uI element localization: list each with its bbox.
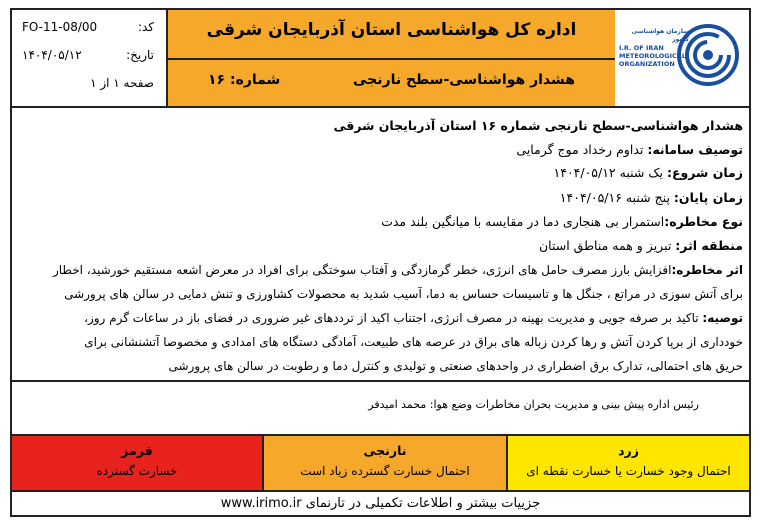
footer-link-text: جزییات بیشتر و اطلاعات تکمیلی در تارنمای www.irimo.ir (12, 490, 749, 517)
code-cell (12, 10, 166, 106)
start-label: زمان شروع: (666, 165, 743, 180)
warning-body (12, 108, 749, 380)
level-orange-desc: احتمال خسارت گسترده زیاد است (300, 464, 470, 478)
effect-line-2: برای آتش سوزی در مراتع ، جنگل ها و تاسیسات حساس به دما، آسیب شدید به محصولات کشاورزی و تنش دمایی در سالن های پرورشی (64, 287, 743, 301)
advice-line-3: حریق های احتمالی، تدارک برق اضطراری در واحدهای صنعتی و تولیدی و کنترل دما و رطوبت در سالن های پرورشی (168, 359, 743, 373)
date-label: تاریخ: (126, 48, 154, 62)
level-yellow-desc: احتمال وجود خسارت یا خسارت نقطه ای (526, 464, 731, 478)
date-value: ۱۴۰۴/۰۵/۱۲ (22, 48, 82, 62)
level-orange (262, 436, 508, 492)
warning-levels (12, 434, 749, 492)
area-value: تبریز و همه مناطق استان (538, 238, 676, 253)
start-line (20, 165, 743, 180)
advice-line-2: خودداری از برپا کردن آتش و رها کردن زباله های براق در عرصه های طبیعت، آمادگی دستگاه های امدادی و مخصوصا آتشنشانی برای (84, 335, 743, 349)
desc-value: تداوم رخداد موج گرمایی (516, 142, 648, 157)
level-red (12, 436, 262, 492)
signature-text: رئیس اداره پیش بینی و مدیریت بحران مخاطرات وضع هوا: محمد امیدفر (368, 398, 699, 411)
warning-document (10, 8, 751, 517)
code-value: FO-11-08/00 (22, 20, 98, 34)
signature-box (12, 380, 749, 436)
logo-en-line1: I.R. OF IRAN (619, 44, 664, 52)
advice-label: توصیه: (702, 311, 743, 325)
warning-type: هشدار هواشناسی-سطح نارنجی (353, 72, 575, 88)
org-title: اداره کل هواشناسی استان آذربایجان شرقی (206, 20, 577, 40)
effect-line-1 (20, 263, 743, 277)
logo-fa-text: سازمان هواشناسی کشور (631, 28, 689, 43)
level-red-desc: خسارت گسترده (96, 464, 178, 478)
hazard-label: نوع مخاطره: (664, 214, 743, 229)
end-value: پنج شنبه ۱۴۰۴/۰۵/۱۶ (559, 190, 674, 205)
level-yellow-name: زرد (618, 443, 639, 458)
logo-text (619, 28, 689, 68)
page-label: صفحه ۱ از ۱ (90, 76, 154, 90)
level-orange-name: نارنجی (363, 443, 407, 458)
area-label: منطقه اثر: (675, 238, 743, 253)
code-label: کد: (137, 20, 154, 34)
hazard-value: استمرار بی هنجاری دما در مقایسه با میانگین بلند مدت (381, 214, 665, 229)
level-yellow (508, 436, 749, 492)
desc-label: توصیف سامانه: (647, 142, 743, 157)
advice-line-1 (20, 311, 743, 325)
title-divider (168, 58, 615, 60)
logo-cell (611, 10, 749, 106)
end-line (20, 190, 743, 205)
desc-line (20, 142, 743, 157)
level-red-name: قرمز (121, 443, 153, 458)
document-header (12, 10, 749, 108)
title-cell (166, 10, 615, 106)
warning-heading: هشدار هواشناسی-سطح نارنجی شماره ۱۶ استان آذربایجان شرقی (333, 118, 743, 133)
end-label: زمان پایان: (673, 190, 743, 205)
start-value: یک شنبه ۱۴۰۴/۰۵/۱۲ (553, 165, 667, 180)
area-line (20, 238, 743, 253)
effect-text-1: افزایش بارز مصرف حامل های انرژی، خطر گرمازدگی و آفتاب سوختگی برای افراد در معرض اشعه مستقیم خورشید، اخطار (52, 263, 672, 277)
effect-label: اثر مخاطره: (671, 263, 743, 277)
advice-text-1: تاکید بر صرفه جویی و مدیریت بهینه در مصرف انرژی، اجتناب اکید از ترددهای غیر ضروری در فضای باز در ساعات گرم روز، (84, 311, 703, 325)
hazard-line (20, 214, 743, 229)
logo-en-line3: ORGANIZATION (619, 60, 675, 68)
warning-number: شماره: ۱۶ (208, 72, 281, 88)
logo-en-line2: METEOROLOGICAL (619, 52, 686, 60)
